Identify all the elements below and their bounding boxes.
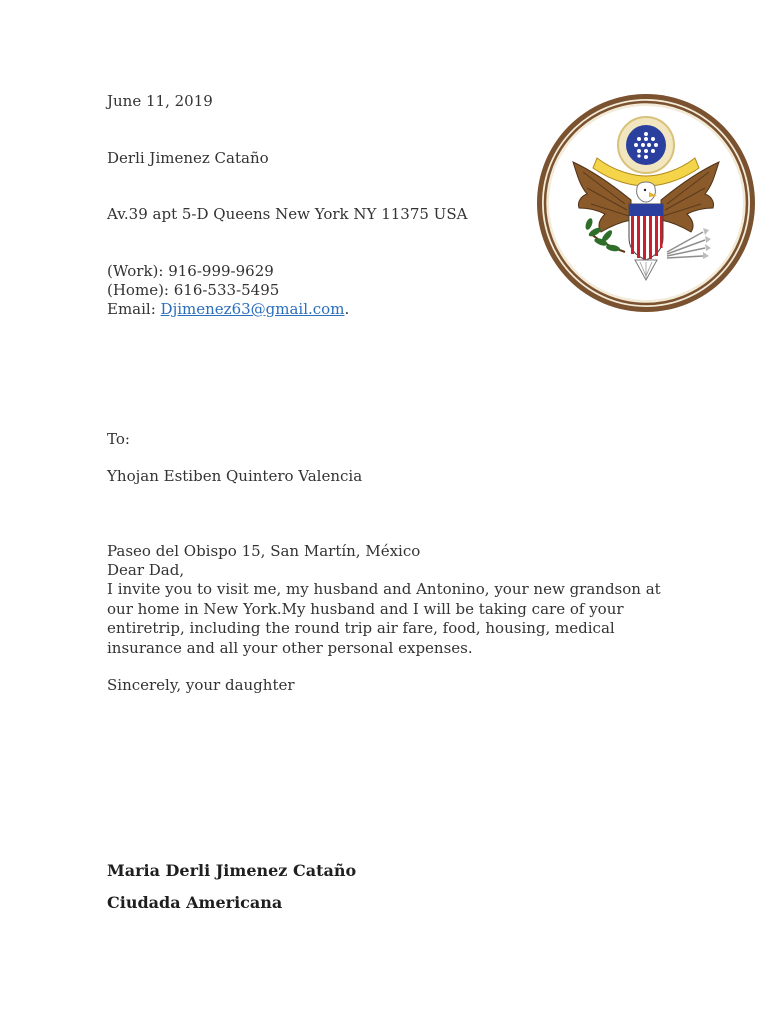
salutation: Dear Dad,	[107, 561, 185, 579]
recipient-address: Paseo del Obispo 15, San Martín, México	[107, 542, 421, 560]
email-link[interactable]: Djimenez63@gmail.com	[160, 300, 345, 318]
to-label: To:	[107, 430, 130, 448]
sender-name: Derli Jimenez Cataño	[107, 149, 269, 167]
email-line	[107, 300, 349, 319]
recipient-name: Yhojan Estiben Quintero Valencia	[107, 467, 363, 485]
signature-title: Ciudada Americana	[107, 893, 283, 912]
great-seal-eagle-icon	[535, 92, 757, 314]
email-suffix: .	[344, 300, 350, 318]
sender-address: Av.39 apt 5-D Queens New York NY 11375 USA	[107, 205, 468, 223]
email-label: Email:	[107, 300, 161, 318]
letter-body: I invite you to visit me, my husband and Antonino, your new grandson at our home in New York.My husband and I will be taking care of your entiretrip, including the round trip air fare, food, housing, medical insurance and all your other personal expenses.	[107, 580, 661, 657]
letter-date: June 11, 2019	[107, 92, 213, 110]
work-phone: (Work): 916-999-9629	[107, 262, 274, 280]
home-phone: (Home): 616-533-5495	[107, 281, 280, 299]
signature-name: Maria Derli Jimenez Cataño	[107, 861, 357, 880]
closing: Sincerely, your daughter	[107, 676, 295, 694]
